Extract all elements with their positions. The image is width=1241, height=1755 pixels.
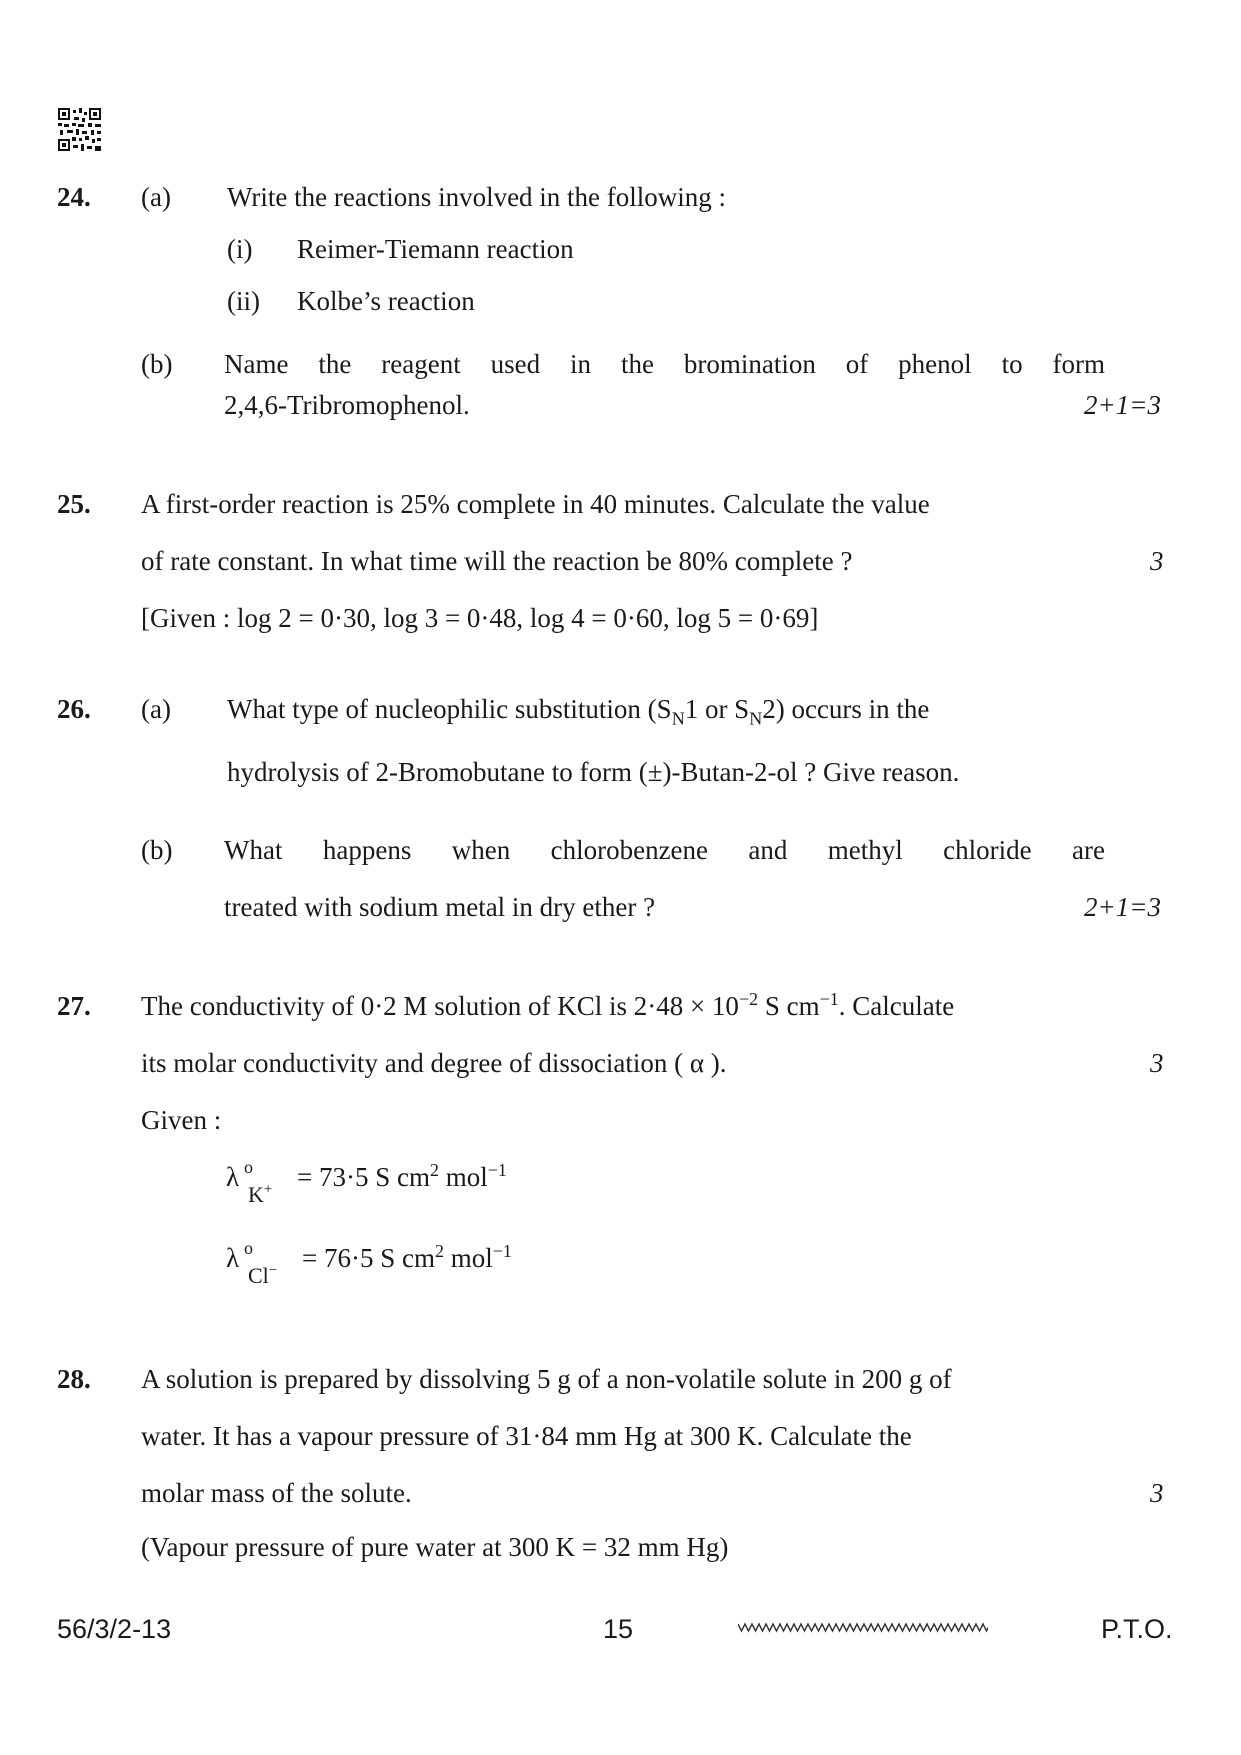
marks: 3 <box>1150 546 1164 576</box>
marks: 3 <box>1150 1478 1164 1508</box>
part-label: (a) <box>141 182 171 212</box>
question-number: 26. <box>57 694 91 724</box>
question-text: of rate constant. In what time will the reaction be 80% complete ? <box>141 546 853 576</box>
paper-code: 56/3/2-13 <box>57 1614 172 1644</box>
page-number: 15 <box>603 1614 634 1644</box>
question-text: The conductivity of 0·2 M solution of KCl is $2\cdot 48 \times 10^{-2}$ S $cm^{-1}$. Calculate <box>141 989 955 1021</box>
wavy-line-decoration <box>738 1620 988 1634</box>
question-text: A solution is prepared by dissolving 5 g of a non-volatile solute in 200 g of <box>141 1364 952 1394</box>
pto-label: P.T.O. <box>1101 1614 1173 1644</box>
question-number: 27. <box>57 991 91 1021</box>
subpart-label: (i) <box>227 234 253 264</box>
marks: 3 <box>1150 1048 1164 1078</box>
lambda-cl-value: = 76·5 S $cm^2$ mol$^{-1}$ <box>302 1241 512 1273</box>
part-label: (b) <box>141 349 173 379</box>
given-label: Given : <box>141 1105 222 1135</box>
given-data: (Vapour pressure of pure water at 300 K = 32 mm Hg) <box>141 1532 729 1562</box>
given-data: [Given : log 2 = 0·30, log 3 = 0·48, log 4 = 0·60, log 5 = 0·69] <box>141 603 819 633</box>
question-number: 28. <box>57 1364 91 1394</box>
question-text: Kolbe’s reaction <box>297 286 475 316</box>
question-number: 24. <box>57 182 91 212</box>
lambda-k-value: = 73·5 S $cm^2$ mol$^{-1}$ <box>297 1160 507 1192</box>
question-text: 2,4,6-Tribromophenol. <box>224 390 470 420</box>
question-text: treated with sodium metal in dry ether ? <box>224 892 656 922</box>
question-text: A first-order reaction is 25% complete in 40 minutes. Calculate the value <box>141 489 930 519</box>
question-text: Name the reagent used in the bromination of phenol to form <box>224 349 1105 379</box>
question-text: What type of nucleophilic substitution ($S_N1$ or $S_N2$) occurs in the <box>227 694 930 729</box>
subpart-label: (ii) <box>227 286 260 316</box>
question-text: its molar conductivity and degree of dissociation ( α ). <box>141 1048 727 1078</box>
question-text: hydrolysis of 2-Bromobutane to form (±)-Butan-2-ol ? Give reason. <box>227 757 960 787</box>
question-text: water. It has a vapour pressure of 31·84 mm Hg at 300 K. Calculate the <box>141 1421 912 1451</box>
part-label: (b) <box>141 835 173 865</box>
question-text: Write the reactions involved in the following : <box>227 182 727 212</box>
qr-code-icon <box>58 108 101 151</box>
question-number: 25. <box>57 489 91 519</box>
part-label: (a) <box>141 694 171 724</box>
marks: 2+1=3 <box>1084 390 1161 420</box>
question-text: molar mass of the solute. <box>141 1478 412 1508</box>
question-text: What happens when chlorobenzene and methyl chloride are <box>224 835 1105 865</box>
marks: 2+1=3 <box>1084 892 1161 922</box>
question-text: Reimer-Tiemann reaction <box>297 234 574 264</box>
